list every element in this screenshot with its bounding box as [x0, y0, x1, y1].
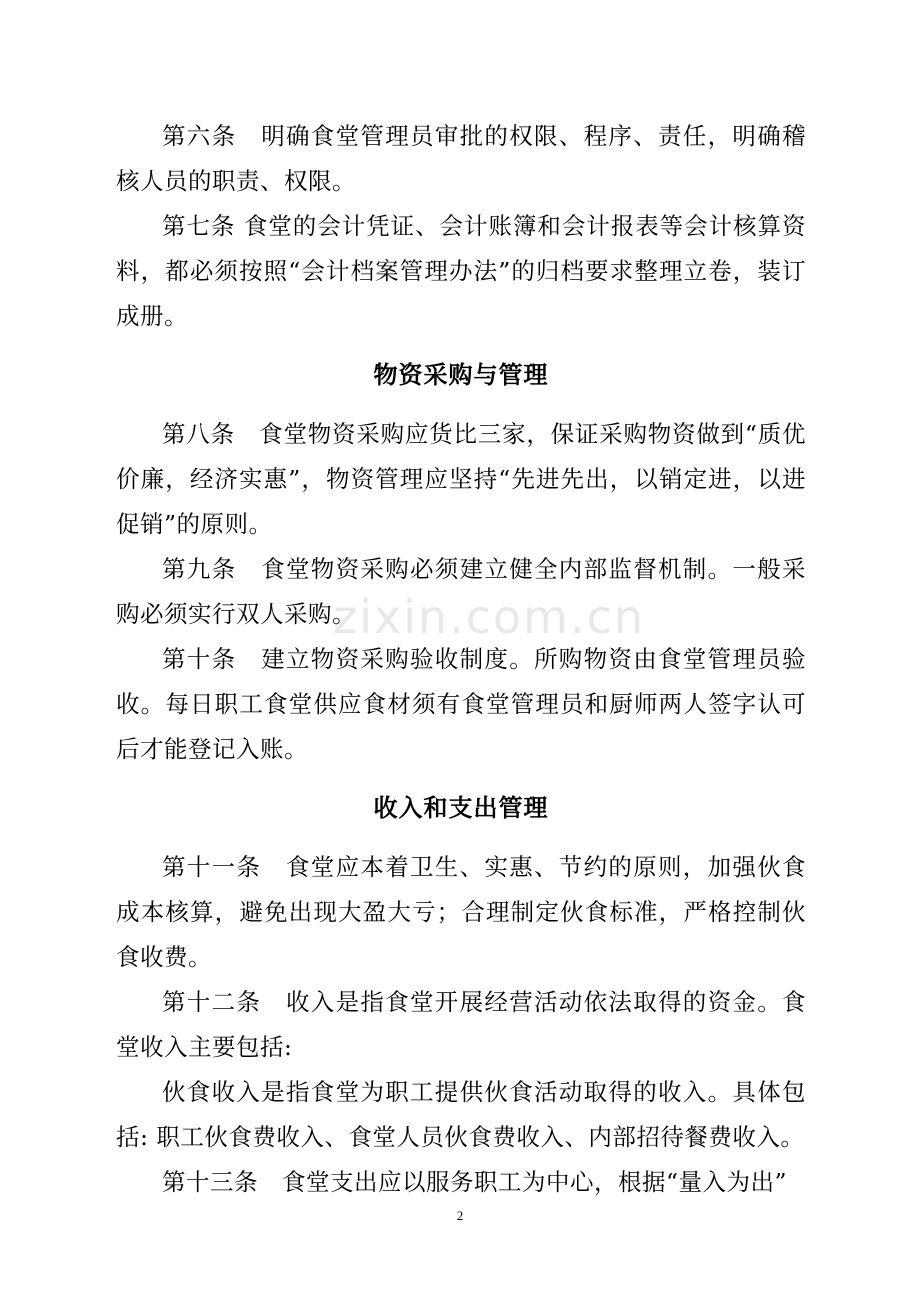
article-11: 第十一条 食堂应本着卫生、实惠、节约的原则，加强伙食成本核算，避免出现大盈大亏；合理制定伙食标准，严格控制伙食收费。 — [116, 853, 806, 971]
article-13: 第十三条 食堂支出应以服务职工为中心，根据“量入为出” — [162, 1168, 788, 1196]
article-10: 第十条 建立物资采购验收制度。所购物资由食堂管理员验收。每日职工食堂供应食材须有食堂管理员和厨师两人签字认可后才能登记入账。 — [116, 645, 806, 763]
article-6: 第六条 明确食堂管理员审批的权限、程序、责任，明确稽核人员的职责、权限。 — [116, 122, 806, 195]
article-12: 第十二条 收入是指食堂开展经营活动依法取得的资金。食堂收入主要包括: — [116, 988, 806, 1061]
article-8: 第八条 食堂物资采购应货比三家，保证采购物资做到“质优价廉，经济实惠”，物资管理应坚持“先进先出，以销定进，以进促销”的原则。 — [116, 420, 806, 538]
section-heading-income-expense: 收入和支出管理 — [373, 793, 549, 822]
page-number: 2 — [456, 1208, 464, 1223]
income-definition: 伙食收入是指食堂为职工提供伙食活动取得的收入。具体包括: 职工伙食费收入、食堂人员伙食费收入、内部招待餐费收入。 — [116, 1078, 806, 1151]
article-9: 第九条 食堂物资采购必须建立健全内部监督机制。一般采购必须实行双人采购。 — [116, 555, 806, 628]
article-7: 第七条 食堂的会计凭证、会计账簿和会计报表等会计核算资料，都必须按照“会计档案管理办法”的归档要求整理立卷，装订成册。 — [116, 212, 806, 330]
watermark: zixin.com.cn — [333, 590, 646, 644]
document-body — [116, 114, 806, 1205]
section-heading-procurement: 物资采购与管理 — [373, 360, 549, 389]
